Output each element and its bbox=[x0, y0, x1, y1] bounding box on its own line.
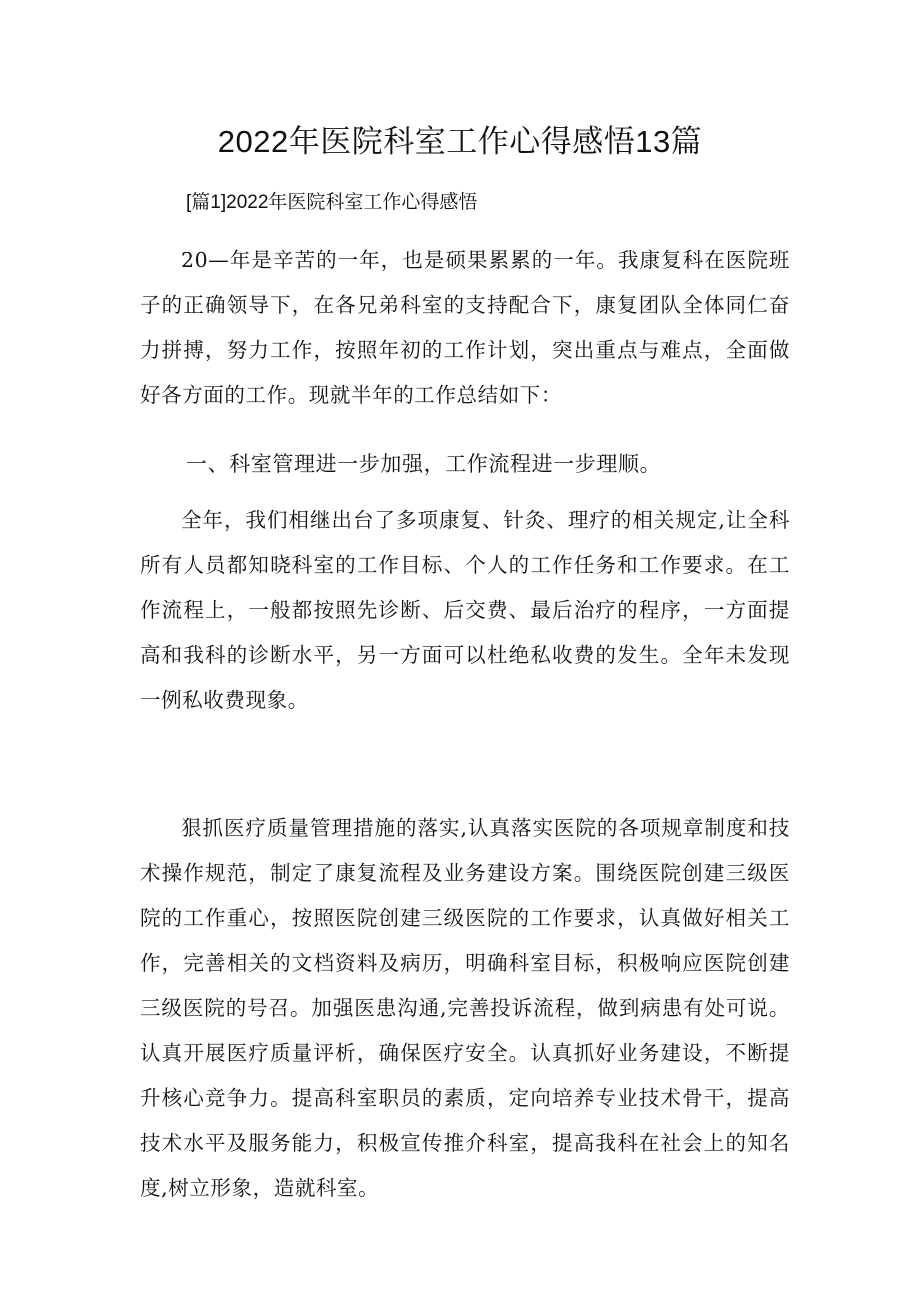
article-subtitle: [篇1]2022年医院科室工作心得感悟 bbox=[186, 192, 478, 213]
paragraph-intro: 20—年是辛苦的一年，也是硕果累累的一年。我康复科在医院班子的正确领导下，在各兄弟科室的支持配合下，康复团队全体同仁奋力拼搏，努力工作，按照年初的工作计划，突出重点与难点，全面做好各方面的工作。现就半年的工作总结如下： bbox=[140, 248, 790, 407]
document-title: 2022年医院科室工作心得感悟13篇 bbox=[217, 124, 703, 159]
paragraph-workflow: 全年，我们相继出台了多项康复、针灸、理疗的相关规定,让全科所有人员都知晓科室的工作目标、个人的工作任务和工作要求。在工作流程上，一般都按照先诊断、后交费、最后治疗的程序，一方面提高和我科的诊断水平，另一方面可以杜绝私收费的发生。全年未发现一例私收费现象。 bbox=[140, 508, 790, 712]
section-heading: 一、科室管理进一步加强，工作流程进一步理顺。 bbox=[186, 452, 662, 476]
paragraph-quality: 狠抓医疗质量管理措施的落实,认真落实医院的各项规章制度和技术操作规范，制定了康复流程及业务建设方案。围绕医院创建三级医院的工作重心，按照医院创建三级医院的工作要求，认真做好相关工作，完善相关的文档资料及病历，明确科室目标，积极响应医院创建三级医院的号召。加强医患沟通,完善投诉流程，做到病患有处可说。认真开展医疗质量评析，确保医疗安全。认真抓好业务建设，不断提升核心竞争力。提高科室职员的素质，定向培养专业技术骨干，提高技术水平及服务能力，积极宣传推介科室，提高我科在社会上的知名度,树立形象，造就科室。 bbox=[140, 816, 790, 1200]
